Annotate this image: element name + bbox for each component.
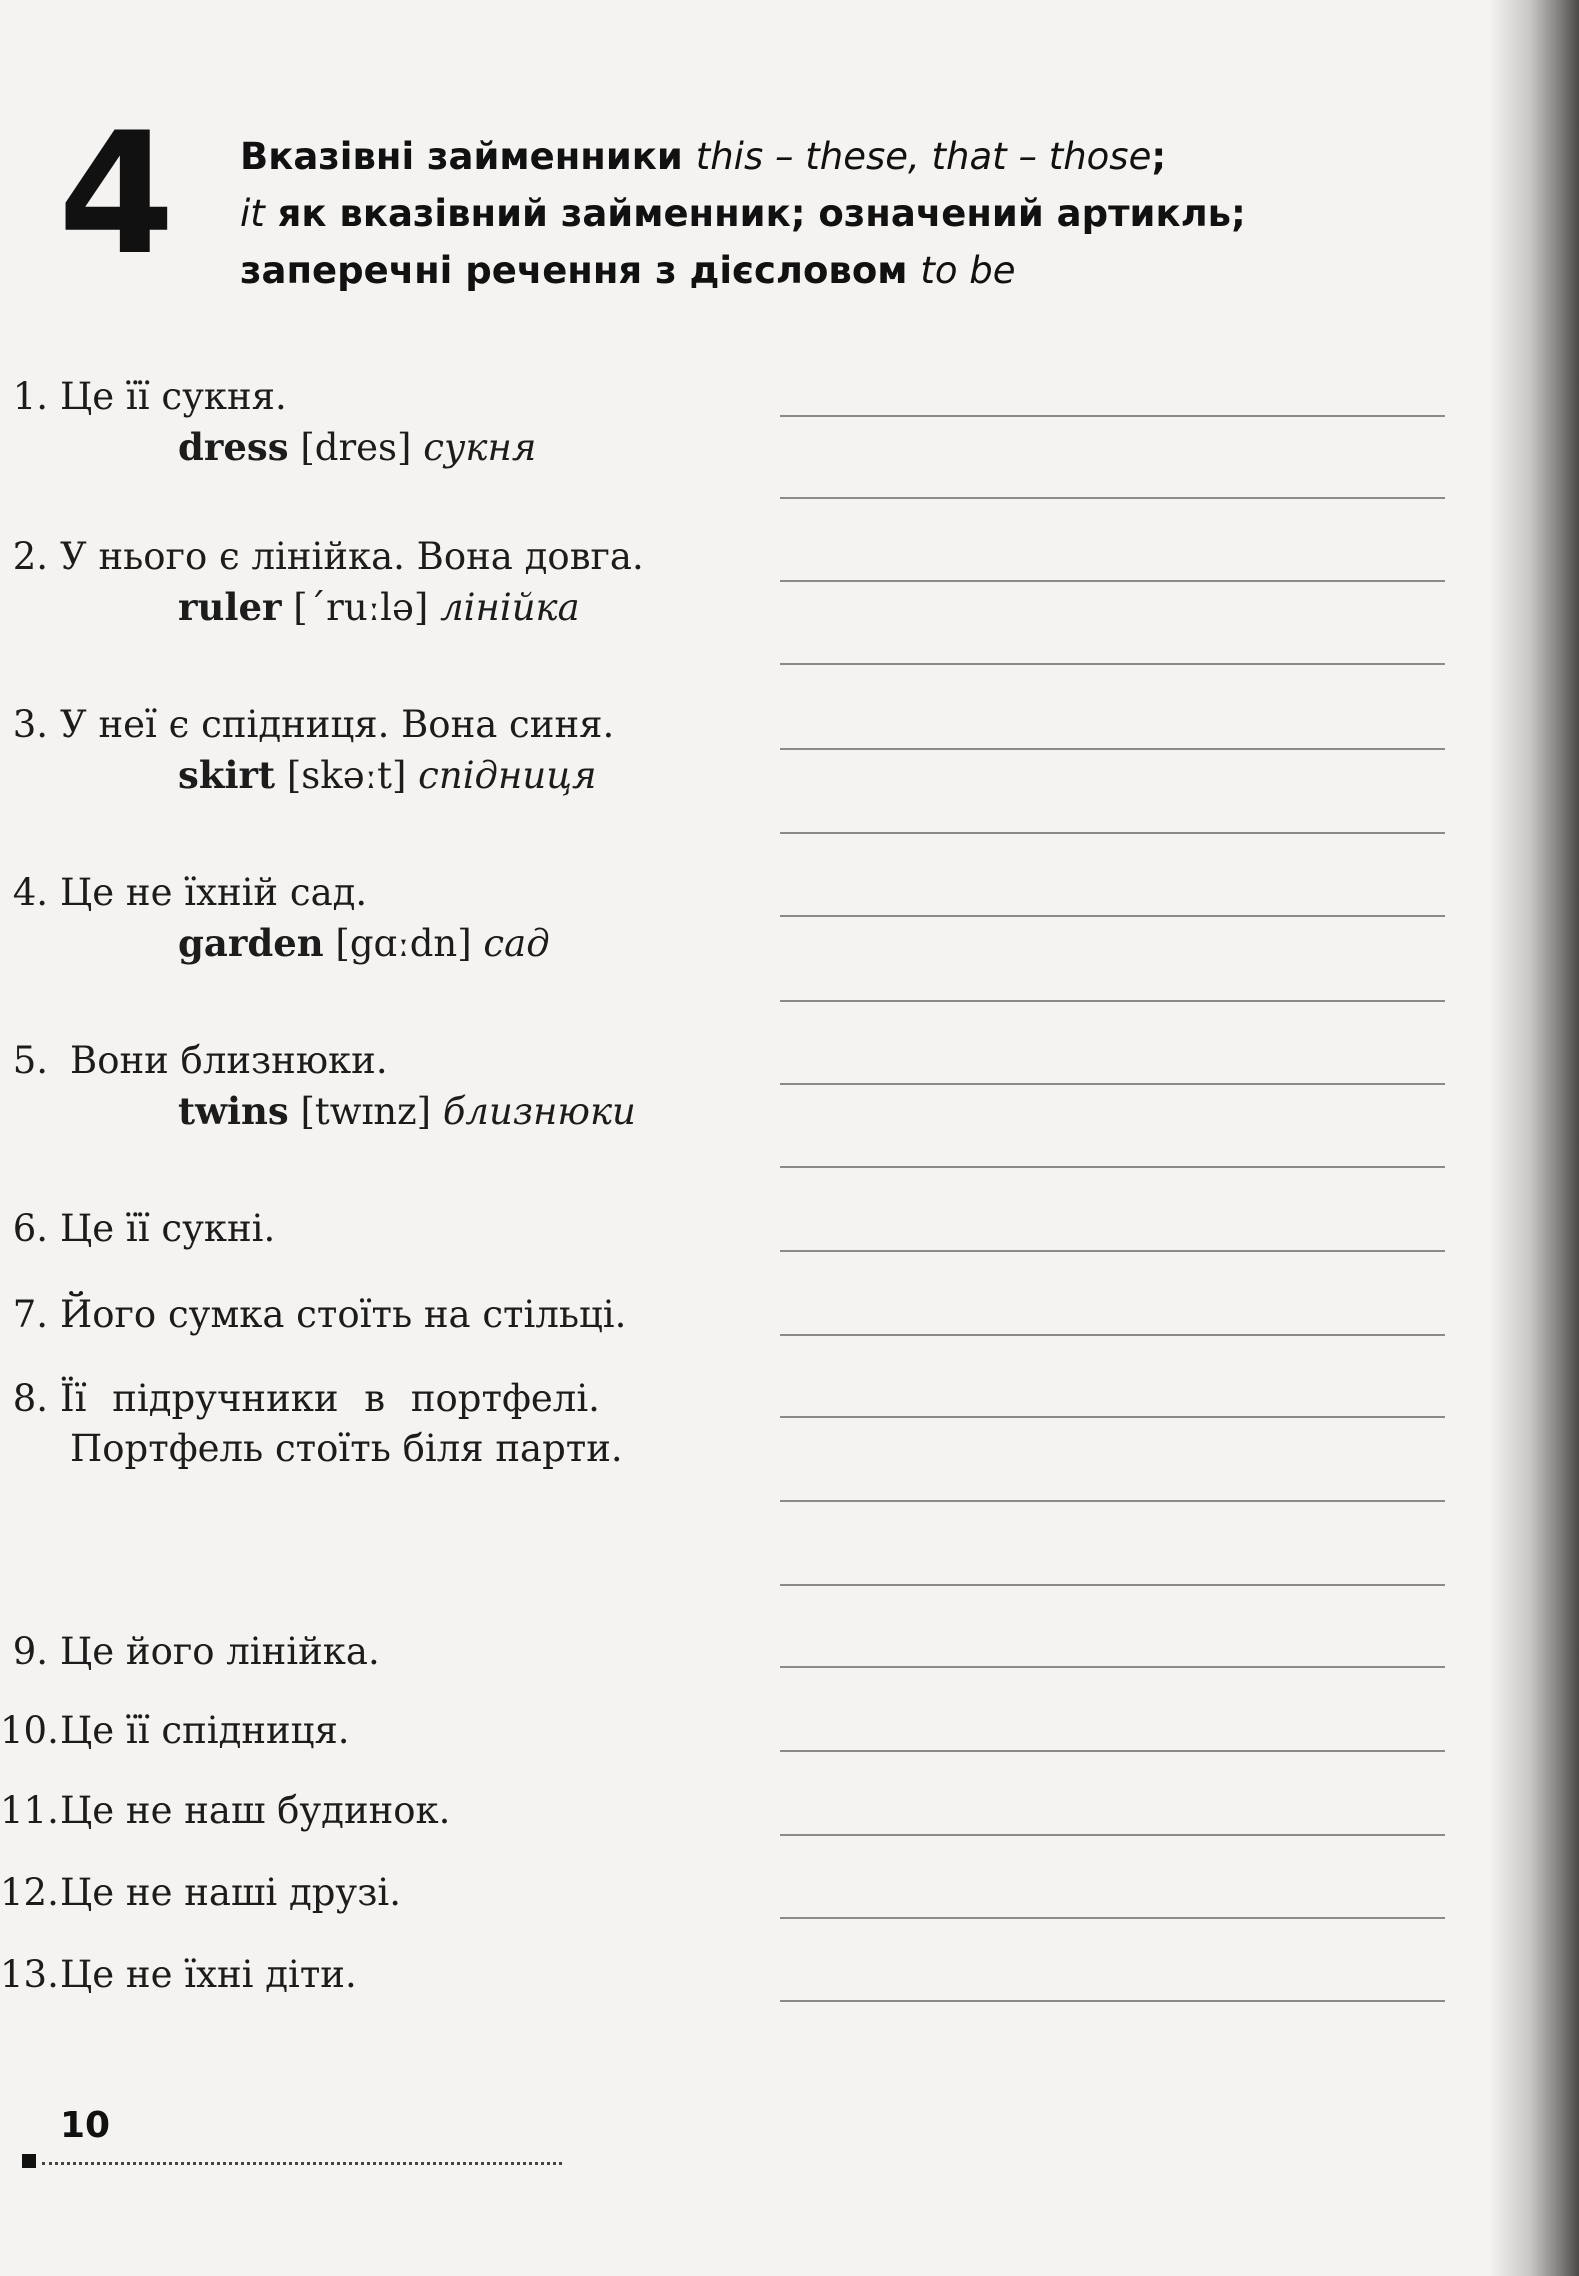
title-to-be: to be (920, 249, 1016, 292)
answer-line[interactable] (780, 1834, 1445, 1836)
exercise-number: 6. (12, 1207, 48, 1250)
exercise-11 (0, 1786, 760, 1836)
answer-line[interactable] (780, 1917, 1445, 1919)
answer-line[interactable] (780, 1000, 1445, 1002)
exercise-number: 8. (12, 1377, 48, 1420)
exercise-sentence: Це не наші друзі. (60, 1871, 401, 1914)
exercise-sentence: Вони близнюки. (70, 1039, 388, 1082)
answer-line[interactable] (780, 748, 1445, 750)
title-text: ; (1151, 135, 1167, 178)
vocab-translation: близнюки (442, 1090, 636, 1133)
answer-line[interactable] (780, 1416, 1445, 1418)
answer-line[interactable] (780, 1083, 1445, 1085)
exercise-8 (0, 1374, 760, 1474)
exercise-2 (0, 532, 760, 633)
answer-line[interactable] (780, 1666, 1445, 1668)
title-pronouns: this – these, that – those (695, 135, 1152, 178)
vocab-translation: сад (483, 922, 550, 965)
vocab-entry (0, 422, 760, 473)
exercise-sentence: Це його лінійка. (60, 1630, 380, 1673)
exercise-5 (0, 1036, 760, 1137)
vocab-translation: сукня (423, 426, 537, 469)
title-it: it (240, 192, 265, 235)
answer-line[interactable] (780, 663, 1445, 665)
lesson-title (240, 128, 1260, 299)
exercise-sentence-continued: Портфель стоїть біля парти. (70, 1427, 623, 1470)
answer-line[interactable] (780, 1750, 1445, 1752)
exercise-number: 12. (0, 1871, 59, 1914)
footer-dotted-line (42, 2162, 562, 2165)
exercise-1 (0, 372, 760, 473)
exercise-sentence: У неї є спідниця. Вона синя. (60, 703, 615, 746)
exercise-sentence: Це її сукня. (60, 375, 287, 418)
exercise-sentence: Це не наш будинок. (60, 1789, 451, 1832)
exercise-6 (0, 1204, 760, 1254)
answer-line[interactable] (780, 415, 1445, 417)
exercise-number: 9. (12, 1630, 48, 1673)
vocab-word: dress (178, 425, 289, 469)
exercise-number: 7. (12, 1293, 48, 1336)
vocab-word: garden (178, 921, 324, 965)
answer-line[interactable] (780, 915, 1445, 917)
exercise-10 (0, 1706, 760, 1756)
title-text: заперечні речення з дієсловом (240, 249, 921, 292)
exercise-number: 13. (0, 1953, 59, 1996)
exercise-sentence: Це не їхній сад. (60, 871, 368, 914)
answer-line[interactable] (780, 1250, 1445, 1252)
answer-line[interactable] (780, 580, 1445, 582)
exercise-number: 10. (0, 1709, 59, 1752)
exercise-number: 3. (12, 703, 48, 746)
exercise-number: 11. (0, 1789, 59, 1832)
exercise-13 (0, 1950, 760, 2000)
page-gutter-shadow (1489, 0, 1579, 2276)
exercise-sentence: Це не їхні діти. (60, 1953, 357, 1996)
answer-line[interactable] (780, 1334, 1445, 1336)
exercise-9 (0, 1627, 760, 1677)
exercise-sentence: У нього є лінійка. Вона довга. (60, 535, 644, 578)
vocab-ipa: [ˊruːlə] (293, 586, 429, 629)
vocab-word: skirt (178, 753, 276, 797)
vocab-entry (0, 1086, 760, 1137)
vocab-word: twins (178, 1089, 289, 1133)
exercise-sentence: Це її спідниця. (60, 1709, 350, 1752)
vocab-ipa: [gɑːdn] (335, 922, 472, 965)
vocab-ipa: [skəːt] (286, 754, 407, 797)
exercise-12 (0, 1868, 760, 1918)
answer-line[interactable] (780, 832, 1445, 834)
exercise-7 (0, 1290, 760, 1340)
vocab-entry (0, 582, 760, 633)
exercise-number: 4. (12, 871, 48, 914)
exercise-sentence: Її підручники в портфелі. (60, 1377, 600, 1420)
answer-line[interactable] (780, 1584, 1445, 1586)
exercise-sentence: Його сумка стоїть на стільці. (60, 1293, 627, 1336)
lesson-number: 4 (58, 96, 175, 292)
answer-line[interactable] (780, 2000, 1445, 2002)
exercise-4 (0, 868, 760, 969)
vocab-entry (0, 918, 760, 969)
answer-line[interactable] (780, 1500, 1445, 1502)
vocab-ipa: [twɪnz] (300, 1090, 432, 1133)
exercise-number: 2. (12, 535, 48, 578)
answer-line[interactable] (780, 1166, 1445, 1168)
page-number: 10 (60, 2105, 111, 2146)
exercise-sentence: Це її сукні. (60, 1207, 276, 1250)
vocab-word: ruler (178, 585, 282, 629)
answer-line[interactable] (780, 497, 1445, 499)
title-text: Вказівні займенники (240, 135, 696, 178)
title-text: як вказівний займенник; означений артикль; (264, 192, 1246, 235)
footer-marker (22, 2154, 36, 2168)
vocab-translation: лінійка (440, 586, 580, 629)
exercise-3 (0, 700, 760, 801)
exercise-number: 5. (12, 1039, 48, 1082)
exercise-number: 1. (12, 375, 48, 418)
vocab-ipa: [dres] (300, 426, 412, 469)
vocab-translation: спідниця (418, 754, 597, 797)
vocab-entry (0, 750, 760, 801)
